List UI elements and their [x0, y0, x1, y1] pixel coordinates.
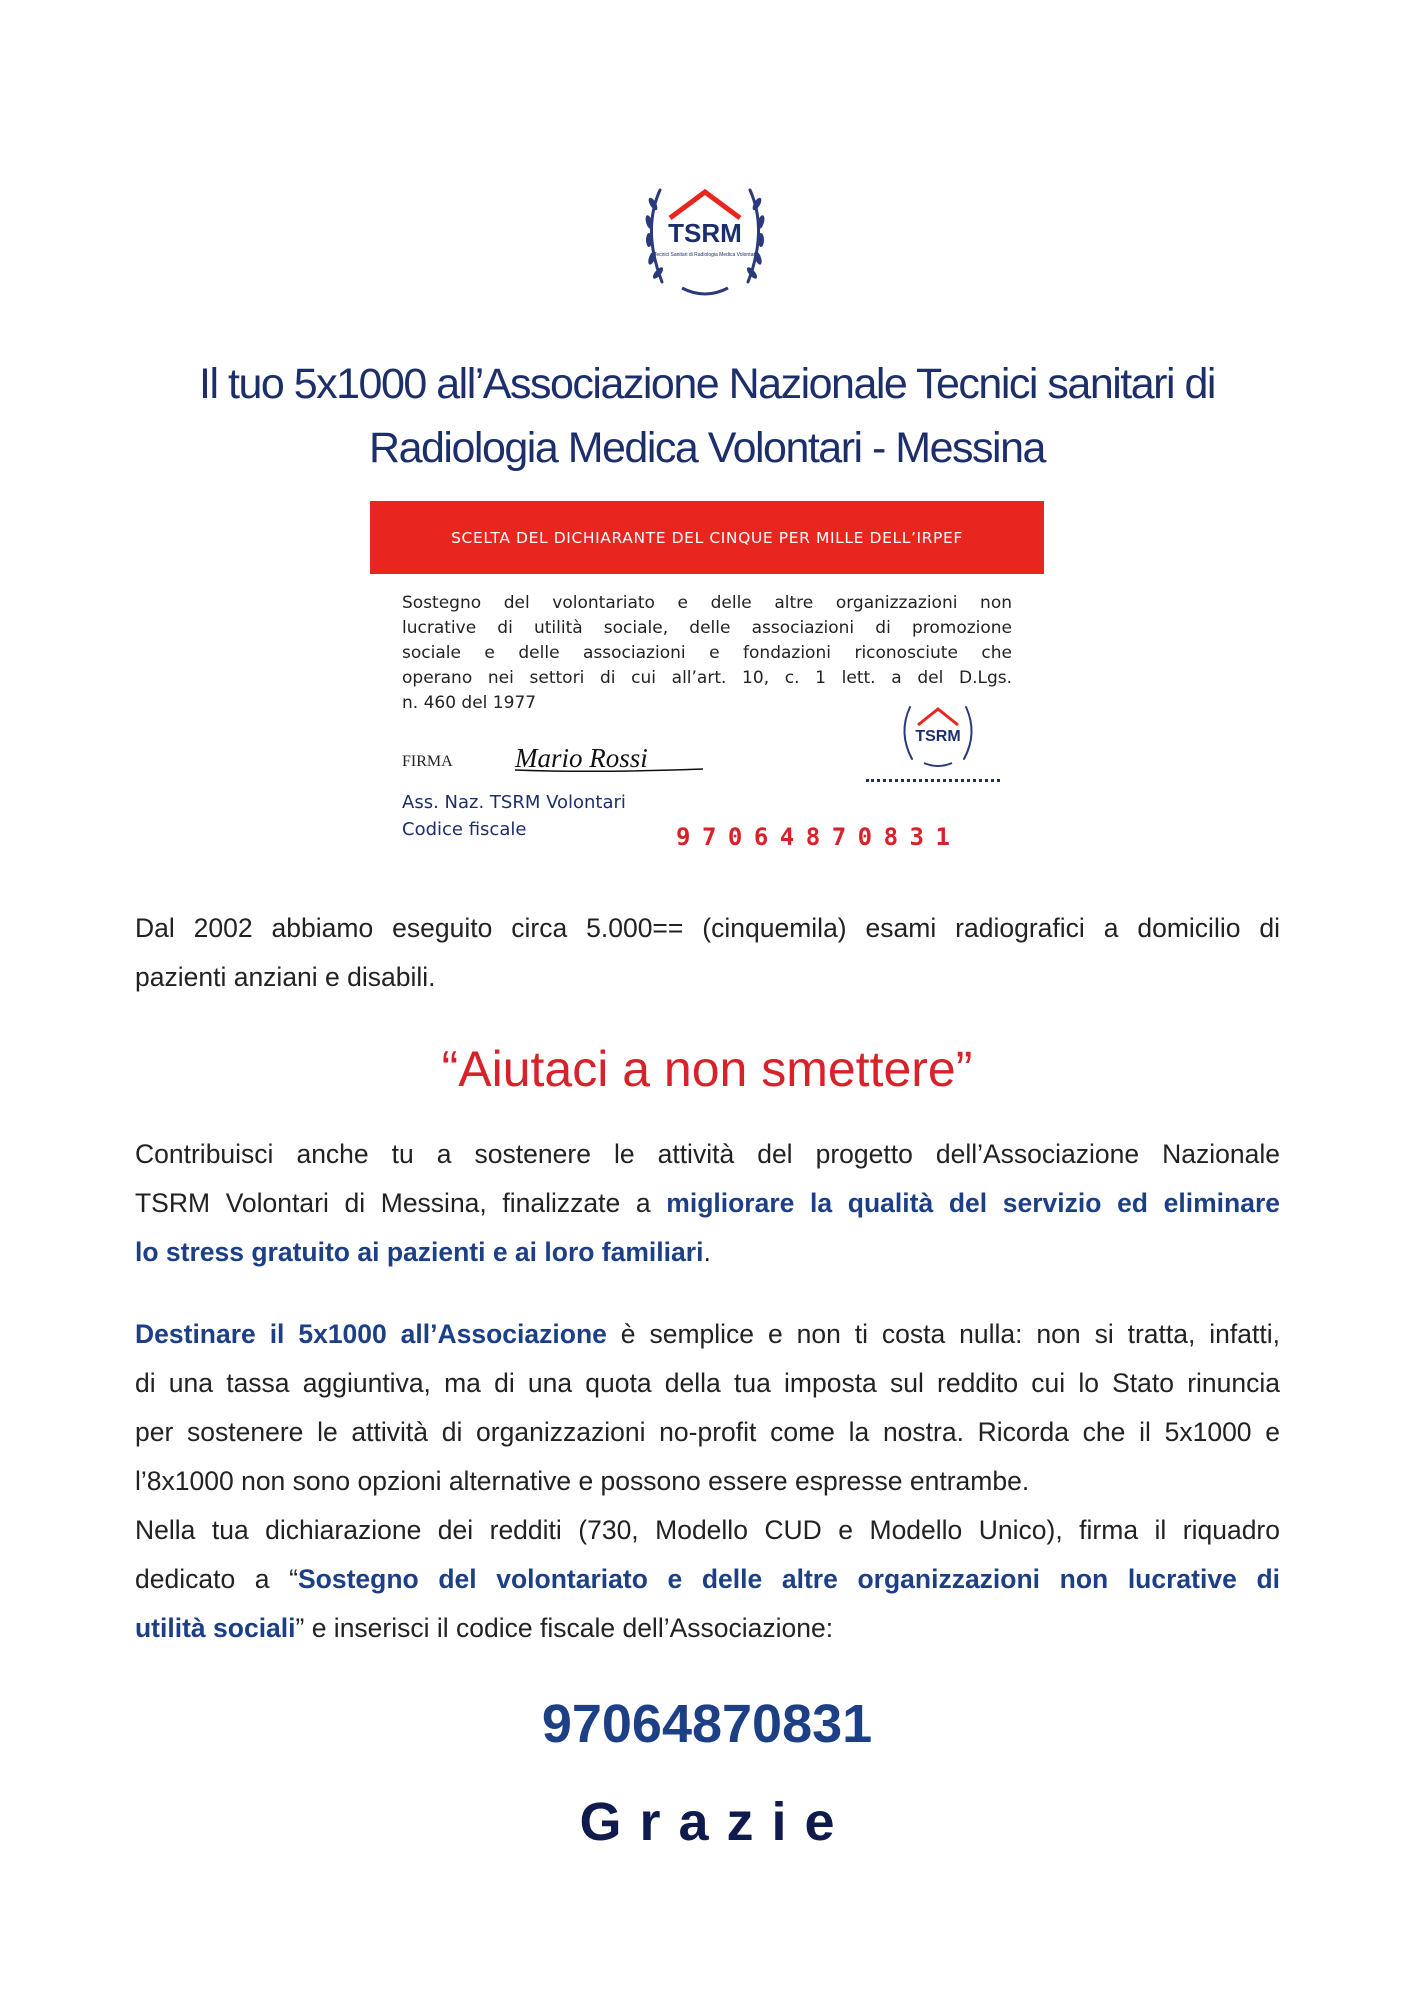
tax-form-card [370, 501, 1044, 866]
card-text-line: sociale e delle associazioni e fondazioni riconosciute che [402, 643, 1012, 663]
card-text-line: operano nei settori di cui all’art. 10, c. 1 lett. a del D.Lgs. [402, 668, 1012, 688]
contribute-line-2: TSRM Volontari di Messina, finalizzate a migliorare la qualità del servizio ed eliminare [135, 1188, 1280, 1218]
destinare-line-6: dedicato a “Sostegno del volontariato e delle altre organizzazioni non lucrative di [135, 1564, 1280, 1594]
card-text-line: lucrative di utilità sociale, delle associazioni di promozione [402, 618, 1012, 638]
intro-line-2: pazienti anziani e disabili. [135, 962, 436, 992]
page-title [100, 352, 1314, 480]
destinare-line-4: l’8x1000 non sono opzioni alternative e possono essere espresse entrambe. [135, 1466, 1030, 1496]
card-header: SCELTA DEL DICHIARANTE DEL CINQUE PER MILLE DELL’IRPEF [370, 501, 1044, 574]
destinare-line-7: utilità sociali” e inserisci il codice fiscale dell’Associazione: [135, 1613, 834, 1643]
codice-fiscale-big: 97064870831 [541, 1694, 873, 1754]
association-name: Ass. Naz. TSRM Volontari [402, 792, 626, 813]
destinare-line-3: per sostenere le attività di organizzazioni no-profit come la nostra. Ricorda che il 5x1000 e [135, 1417, 1280, 1447]
card-text-line: Sostegno del volontariato e delle altre organizzazioni non [402, 593, 1012, 613]
contribute-line-1: Contribuisci anche tu a sostenere le attività del progetto dell’Associazione Nazionale [135, 1139, 1280, 1169]
svg-text:TSRM: TSRM [915, 728, 961, 745]
card-text-line: n. 460 del 1977 [402, 693, 537, 713]
title-line-1: Il tuo 5x1000 all’Associazione Nazionale Tecnici sanitari di [199, 360, 1215, 408]
thanks-text: Grazie [579, 1792, 853, 1852]
firma-label: FIRMA [402, 753, 453, 770]
svg-text:TSRM: TSRM [668, 218, 742, 248]
intro-paragraph [135, 904, 1280, 1002]
destinare-paragraph [135, 1310, 1280, 1653]
codice-fiscale-label: Codice fiscale [402, 819, 527, 840]
destinare-line-1: Destinare il 5x1000 all’Associazione è semplice e non ti costa nulla: non si tratta, infatti, [135, 1319, 1280, 1349]
codice-fiscale-digits: 97064870831 [676, 823, 962, 851]
svg-text:Mario Rossi: Mario Rossi [515, 743, 648, 773]
contribute-paragraph [135, 1130, 1280, 1277]
intro-line-1: Dal 2002 abbiamo eseguito circa 5.000== (cinquemila) esami radiografici a domicilio di [135, 913, 1280, 943]
association-info [402, 789, 626, 843]
title-line-2: Radiologia Medica Volontari - Messina [369, 424, 1045, 472]
tsrm-logo-small [888, 697, 988, 773]
svg-text:Tecnici Sanitari di Radiologia: Tecnici Sanitari di Radiologia Medica Volontari [653, 252, 757, 258]
signature [513, 737, 713, 777]
quote-heading: “Aiutaci a non smettere” [441, 1041, 973, 1097]
contribute-line-3: lo stress gratuito ai pazienti e ai loro familiari. [135, 1237, 711, 1267]
tsrm-logo [620, 170, 790, 310]
destinare-line-2: di una tassa aggiuntiva, ma di una quota della tua imposta sul reddito cui lo Stato rinuncia [135, 1368, 1280, 1398]
destinare-line-5: Nella tua dichiarazione dei redditi (730, Modello CUD e Modello Unico), firma il riquadro [135, 1515, 1280, 1545]
signature-dotted-line [866, 779, 1000, 782]
